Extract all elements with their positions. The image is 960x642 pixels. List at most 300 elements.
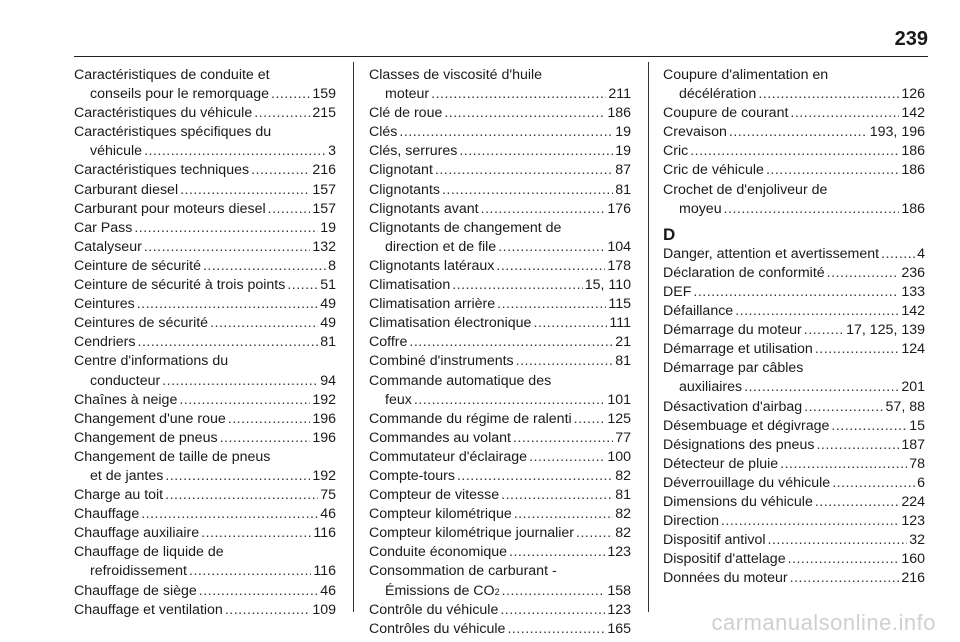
page-reference: 15	[909, 417, 925, 434]
page-reference: 49	[320, 296, 336, 313]
index-term: Détecteur de pluie	[663, 455, 779, 472]
dot-leader	[134, 219, 318, 238]
dot-leader	[529, 448, 605, 467]
page-reference: 115	[608, 296, 631, 313]
index-term: feux	[385, 391, 412, 408]
index-term: Clignotants	[369, 181, 440, 198]
index-entry	[663, 531, 925, 550]
index-entry	[74, 238, 336, 257]
page-reference: 196	[312, 429, 336, 446]
dot-leader	[804, 398, 883, 417]
index-entry	[663, 340, 925, 359]
dot-leader	[137, 295, 318, 314]
index-term: Danger, attention et avertissement	[663, 245, 880, 262]
index-term: Cric	[663, 143, 689, 160]
index-term: Centre d'informations du	[74, 353, 229, 370]
index-term: Commutateur d'éclairage	[369, 448, 528, 465]
page-reference: 211	[608, 86, 631, 103]
index-term: Coupure de courant	[663, 105, 789, 122]
page-reference: 116	[313, 563, 336, 580]
index-term: Données du moteur	[663, 570, 788, 587]
page-reference: 82	[615, 525, 631, 542]
page-reference: 57, 88	[885, 398, 925, 415]
index-entry	[74, 123, 336, 161]
index-term: Coffre	[369, 334, 408, 351]
index-entry	[369, 410, 631, 429]
dot-leader	[444, 104, 605, 123]
dot-leader	[414, 391, 606, 410]
index-term: Climatisation arrière	[369, 296, 496, 313]
page-reference: 224	[901, 493, 925, 510]
index-entry	[74, 543, 336, 581]
index-term: Démarrage du moteur	[663, 322, 802, 339]
dot-leader	[816, 436, 899, 455]
page-reference: 51	[320, 277, 336, 294]
dot-leader	[815, 340, 900, 359]
index-term: Crochet de d'enjoliveur de	[663, 181, 828, 198]
index-entry	[369, 66, 631, 104]
index-term: Clignotants latéraux	[369, 257, 495, 274]
index-entry	[663, 104, 925, 123]
dot-leader	[199, 582, 318, 601]
dot-leader	[457, 467, 613, 486]
page-reference: 142	[901, 105, 925, 122]
page-reference: 165	[607, 620, 631, 637]
dot-leader	[501, 486, 613, 505]
watermark: carmanualsonline.info	[711, 610, 936, 635]
page-reference: 104	[607, 238, 631, 255]
index-term: véhicule	[90, 143, 143, 160]
page-reference: 186	[901, 143, 925, 160]
page-reference: 21	[615, 334, 631, 351]
index-entry	[74, 333, 336, 352]
index-letter-heading: D	[663, 224, 676, 244]
index-term: Ceintures de sécurité	[74, 315, 209, 332]
dot-leader	[693, 283, 899, 302]
dot-leader	[790, 104, 899, 123]
dot-leader	[690, 142, 899, 161]
index-term: Chauffage	[74, 506, 140, 523]
column-divider	[648, 62, 649, 612]
header-rule	[74, 56, 928, 57]
index-entry	[369, 448, 631, 467]
index-entry	[369, 142, 631, 161]
dot-leader	[251, 161, 310, 180]
index-entry	[369, 372, 631, 410]
page-reference: 201	[901, 379, 925, 396]
index-term: Ceintures	[74, 296, 135, 313]
page-reference: 157	[312, 200, 336, 217]
index-entry	[663, 569, 925, 588]
page-reference: 125	[607, 410, 631, 427]
page-reference: 3	[328, 143, 336, 160]
index-entry	[369, 276, 631, 295]
page-reference: 215	[312, 105, 336, 122]
index-term: Clés, serrures	[369, 143, 458, 160]
dot-leader	[533, 314, 607, 333]
index-entry	[369, 505, 631, 524]
index-entry	[369, 620, 631, 639]
page-reference: 77	[615, 429, 631, 446]
index-entry	[369, 333, 631, 352]
index-term: Désignations des pneus	[663, 436, 815, 453]
dot-leader	[138, 333, 319, 352]
page-reference: 82	[615, 506, 631, 523]
index-term: Défaillance	[663, 303, 734, 320]
dot-leader	[189, 562, 311, 581]
index-entry	[369, 123, 631, 142]
index-entry	[369, 467, 631, 486]
index-entry	[663, 455, 925, 474]
index-term: Commande automatique des	[369, 372, 552, 389]
index-term: Compte-tours	[369, 467, 455, 484]
index-term: Compteur kilométrique journalier	[369, 525, 575, 542]
index-entry	[663, 283, 925, 302]
index-term: Clés	[369, 124, 398, 141]
index-term: Climatisation électronique	[369, 315, 532, 332]
dot-leader	[162, 372, 318, 391]
page-reference: 116	[313, 525, 336, 542]
dot-leader	[144, 238, 311, 257]
page-reference: 109	[312, 601, 336, 618]
page-reference: 81	[615, 353, 631, 370]
dot-leader	[500, 601, 605, 620]
page-reference: 4	[917, 245, 925, 262]
page-reference: 176	[607, 200, 631, 217]
column-divider	[353, 62, 354, 612]
page-reference: 178	[607, 257, 631, 274]
index-term: Démarrage et utilisation	[663, 341, 813, 358]
index-entry	[74, 66, 336, 104]
index-column-1	[74, 66, 336, 620]
index-entry	[663, 436, 925, 455]
dot-leader	[758, 85, 899, 104]
index-term: conseils pour le remorquage	[90, 86, 270, 103]
page-reference: 100	[607, 448, 631, 465]
page-reference: 81	[615, 181, 631, 198]
index-term: Contrôles du véhicule	[369, 620, 506, 637]
dot-leader	[744, 378, 899, 397]
index-entry	[74, 104, 336, 123]
index-entry	[369, 524, 631, 543]
index-entry	[74, 161, 336, 180]
dot-leader	[254, 104, 310, 123]
dot-leader	[509, 543, 605, 562]
index-entry	[74, 295, 336, 314]
index-term: Classes de viscosité d'huile	[369, 67, 543, 83]
dot-leader	[574, 410, 606, 429]
index-term: Déverrouillage du véhicule	[663, 474, 831, 491]
index-entry	[369, 104, 631, 123]
dot-leader	[268, 200, 311, 219]
index-term: moyeu	[679, 200, 722, 217]
dot-leader	[507, 620, 605, 639]
index-column-2	[369, 66, 631, 639]
page-reference: 82	[615, 467, 631, 484]
page-reference: 87	[615, 162, 631, 179]
dot-leader	[144, 142, 326, 161]
dot-leader	[287, 276, 318, 295]
page-reference: 192	[312, 467, 336, 484]
index-entry	[663, 66, 925, 104]
dot-leader	[832, 474, 915, 493]
page-reference: 216	[312, 162, 336, 179]
dot-leader	[513, 429, 613, 448]
index-term: Catalyseur	[74, 238, 142, 255]
index-entry	[74, 448, 336, 486]
page-reference: 142	[901, 303, 925, 320]
index-term: Désembuage et dégivrage	[663, 417, 830, 434]
page-reference: 193, 196	[869, 124, 925, 141]
index-term: Dispositif antivol	[663, 532, 766, 549]
dot-leader	[788, 550, 900, 569]
index-term: Chauffage de liquide de	[74, 544, 224, 561]
page-reference: 126	[901, 86, 925, 103]
index-term: Changement de pneus	[74, 429, 218, 446]
index-entry	[74, 219, 336, 238]
index-term: direction et de file	[385, 238, 497, 255]
index-term: Chauffage et ventilation	[74, 601, 223, 618]
index-term: Clé de roue	[369, 105, 443, 122]
page-reference: 124	[901, 341, 925, 358]
index-term: Car Pass	[74, 219, 133, 236]
page-reference: 46	[320, 506, 336, 523]
page-reference: 94	[320, 372, 336, 389]
page-reference: 6	[917, 474, 925, 491]
index-entry	[369, 219, 631, 257]
index-term: Commande du régime de ralenti	[369, 410, 572, 427]
page-reference: 157	[312, 181, 336, 198]
dot-leader	[790, 569, 900, 588]
dot-leader	[780, 455, 907, 474]
index-term: Démarrage par câbles	[663, 360, 804, 377]
index-entry	[74, 582, 336, 601]
dot-leader	[881, 245, 915, 264]
dot-leader	[502, 582, 606, 601]
page-reference: 17, 125, 139	[846, 322, 925, 339]
index-column-3	[663, 66, 925, 588]
page-reference: 81	[320, 334, 336, 351]
index-entry	[74, 505, 336, 524]
dot-leader	[459, 142, 613, 161]
page-reference: 78	[909, 455, 925, 472]
page-reference: 123	[607, 601, 631, 618]
page-reference: 186	[901, 162, 925, 179]
page-reference: 216	[901, 570, 925, 587]
index-entry	[74, 429, 336, 448]
index-entry	[663, 417, 925, 436]
index-entry	[369, 352, 631, 371]
dot-leader	[496, 257, 605, 276]
dot-leader	[735, 302, 899, 321]
page-reference: 81	[615, 487, 631, 504]
dot-leader	[721, 512, 899, 531]
index-entry	[663, 245, 925, 264]
dot-leader	[815, 493, 899, 512]
index-term: Cendriers	[74, 334, 136, 351]
index-term: Clignotants de changement de	[369, 219, 562, 236]
dot-leader	[516, 352, 614, 371]
index-entry	[369, 486, 631, 505]
page-reference: 19	[615, 143, 631, 160]
index-entry	[663, 493, 925, 512]
index-entry	[663, 264, 925, 283]
index-term: Caractéristiques de conduite et	[74, 67, 270, 83]
index-entry	[663, 398, 925, 417]
page-reference: 196	[312, 410, 336, 427]
index-entry	[369, 601, 631, 620]
index-term: refroidissement	[90, 563, 187, 580]
page-reference: 236	[901, 264, 925, 281]
index-entry	[74, 352, 336, 390]
index-term: Coupure d'alimentation en	[663, 67, 829, 83]
page-reference: 46	[320, 582, 336, 599]
page-reference: 111	[609, 315, 631, 332]
dot-leader	[768, 531, 908, 550]
page-reference: 132	[312, 238, 336, 255]
index-term: DEF	[663, 283, 692, 300]
index-entry	[369, 429, 631, 448]
index-entry	[369, 314, 631, 333]
index-entry	[663, 302, 925, 321]
page-reference: 133	[901, 283, 925, 300]
page-reference: 101	[607, 391, 631, 408]
dot-leader	[576, 524, 613, 543]
page-reference: 8	[328, 257, 336, 274]
index-term: conducteur	[90, 372, 161, 389]
page-reference: 15, 110	[584, 277, 631, 294]
dot-leader	[498, 238, 605, 257]
index-entry	[663, 321, 925, 340]
index-entry	[74, 524, 336, 543]
page-reference: 186	[607, 105, 631, 122]
index-term: Direction	[663, 513, 719, 530]
index-entry	[663, 161, 925, 180]
index-term: Compteur de vitesse	[369, 487, 500, 504]
index-entry	[74, 391, 336, 410]
dot-leader	[165, 467, 310, 486]
page-reference: 123	[901, 513, 925, 530]
dot-leader	[435, 161, 613, 180]
dot-leader	[210, 314, 318, 333]
index-term: Caractéristiques du véhicule	[74, 105, 253, 122]
index-entry	[369, 543, 631, 562]
index-term: décélération	[679, 86, 757, 103]
index-term: et de jantes	[90, 467, 164, 484]
index-entry	[74, 257, 336, 276]
page-reference: 187	[901, 436, 925, 453]
page-reference: 192	[312, 391, 336, 408]
index-term: Crevaison	[663, 124, 727, 141]
dot-leader	[201, 524, 311, 543]
page-reference: 19	[615, 124, 631, 141]
index-entry	[369, 181, 631, 200]
dot-leader	[431, 85, 606, 104]
index-term: Contrôle du véhicule	[369, 601, 499, 618]
index-term: Climatisation	[369, 277, 451, 294]
dot-leader	[228, 410, 311, 429]
index-entry	[74, 486, 336, 505]
dot-leader	[481, 200, 606, 219]
page-reference: 123	[607, 544, 631, 561]
page-reference: 49	[320, 315, 336, 332]
index-term: Dimensions du véhicule	[663, 493, 813, 510]
dot-leader	[724, 200, 900, 219]
index-term: auxiliaires	[679, 379, 743, 396]
index-term: Chauffage auxiliaire	[74, 525, 200, 542]
index-entry	[369, 161, 631, 180]
dot-leader	[452, 276, 582, 295]
index-term: Compteur kilométrique	[369, 506, 512, 523]
index-entry	[74, 314, 336, 333]
index-entry	[663, 181, 925, 219]
dot-leader	[442, 181, 613, 200]
dot-leader	[766, 161, 899, 180]
index-term: Clignotant	[369, 162, 433, 179]
index-entry	[369, 257, 631, 276]
dot-leader	[179, 391, 310, 410]
dot-leader	[141, 505, 318, 524]
dot-leader	[831, 417, 907, 436]
dot-leader	[220, 429, 311, 448]
page-reference: 19	[320, 219, 336, 236]
index-term: Dispositif d'attelage	[663, 551, 786, 568]
index-entry	[369, 295, 631, 314]
index-entry: Consommation de carburant - Émissions de CO 2 ..... 158	[369, 562, 631, 600]
index-entry	[74, 200, 336, 219]
dot-leader	[729, 123, 868, 142]
index-term: Combiné d'instruments	[369, 353, 514, 370]
index-entry	[369, 200, 631, 219]
dot-leader	[165, 486, 318, 505]
page-number: 239	[894, 28, 928, 50]
index-entry	[663, 474, 925, 493]
index-term: Cric de véhicule	[663, 162, 764, 179]
index-entry	[663, 512, 925, 531]
page-reference: 75	[320, 487, 336, 504]
dot-leader	[409, 333, 613, 352]
index-entry	[74, 181, 336, 200]
page-reference: 160	[901, 551, 925, 568]
index-term: Ceinture de sécurité à trois points	[74, 277, 286, 294]
page-reference: 186	[901, 200, 925, 217]
index-term: Émissions de CO	[385, 582, 495, 599]
index-term: Chaînes à neige	[74, 391, 178, 408]
index-term: Changement d'une roue	[74, 410, 226, 427]
page-reference: 159	[312, 86, 336, 103]
dot-leader	[827, 264, 900, 283]
index-term: Consommation de carburant -	[369, 563, 557, 580]
dot-leader	[203, 257, 326, 276]
index-term: Caractéristiques techniques	[74, 162, 250, 179]
page-reference: 158	[607, 582, 631, 599]
index-entry	[74, 276, 336, 295]
index-term: Clignotants avant	[369, 200, 479, 217]
dot-leader	[180, 181, 310, 200]
dot-leader	[399, 123, 613, 142]
index-entry	[663, 123, 925, 142]
index-entry	[74, 410, 336, 429]
index-term: Déclaration de conformité	[663, 264, 825, 281]
index-entry	[663, 550, 925, 569]
index-term: Changement de taille de pneus	[74, 448, 271, 465]
dot-leader	[804, 321, 844, 340]
index-entry	[74, 601, 336, 620]
dot-leader	[514, 505, 613, 524]
index-term: Chauffage de siège	[74, 582, 197, 599]
dot-leader	[225, 601, 311, 620]
dot-leader	[271, 85, 310, 104]
